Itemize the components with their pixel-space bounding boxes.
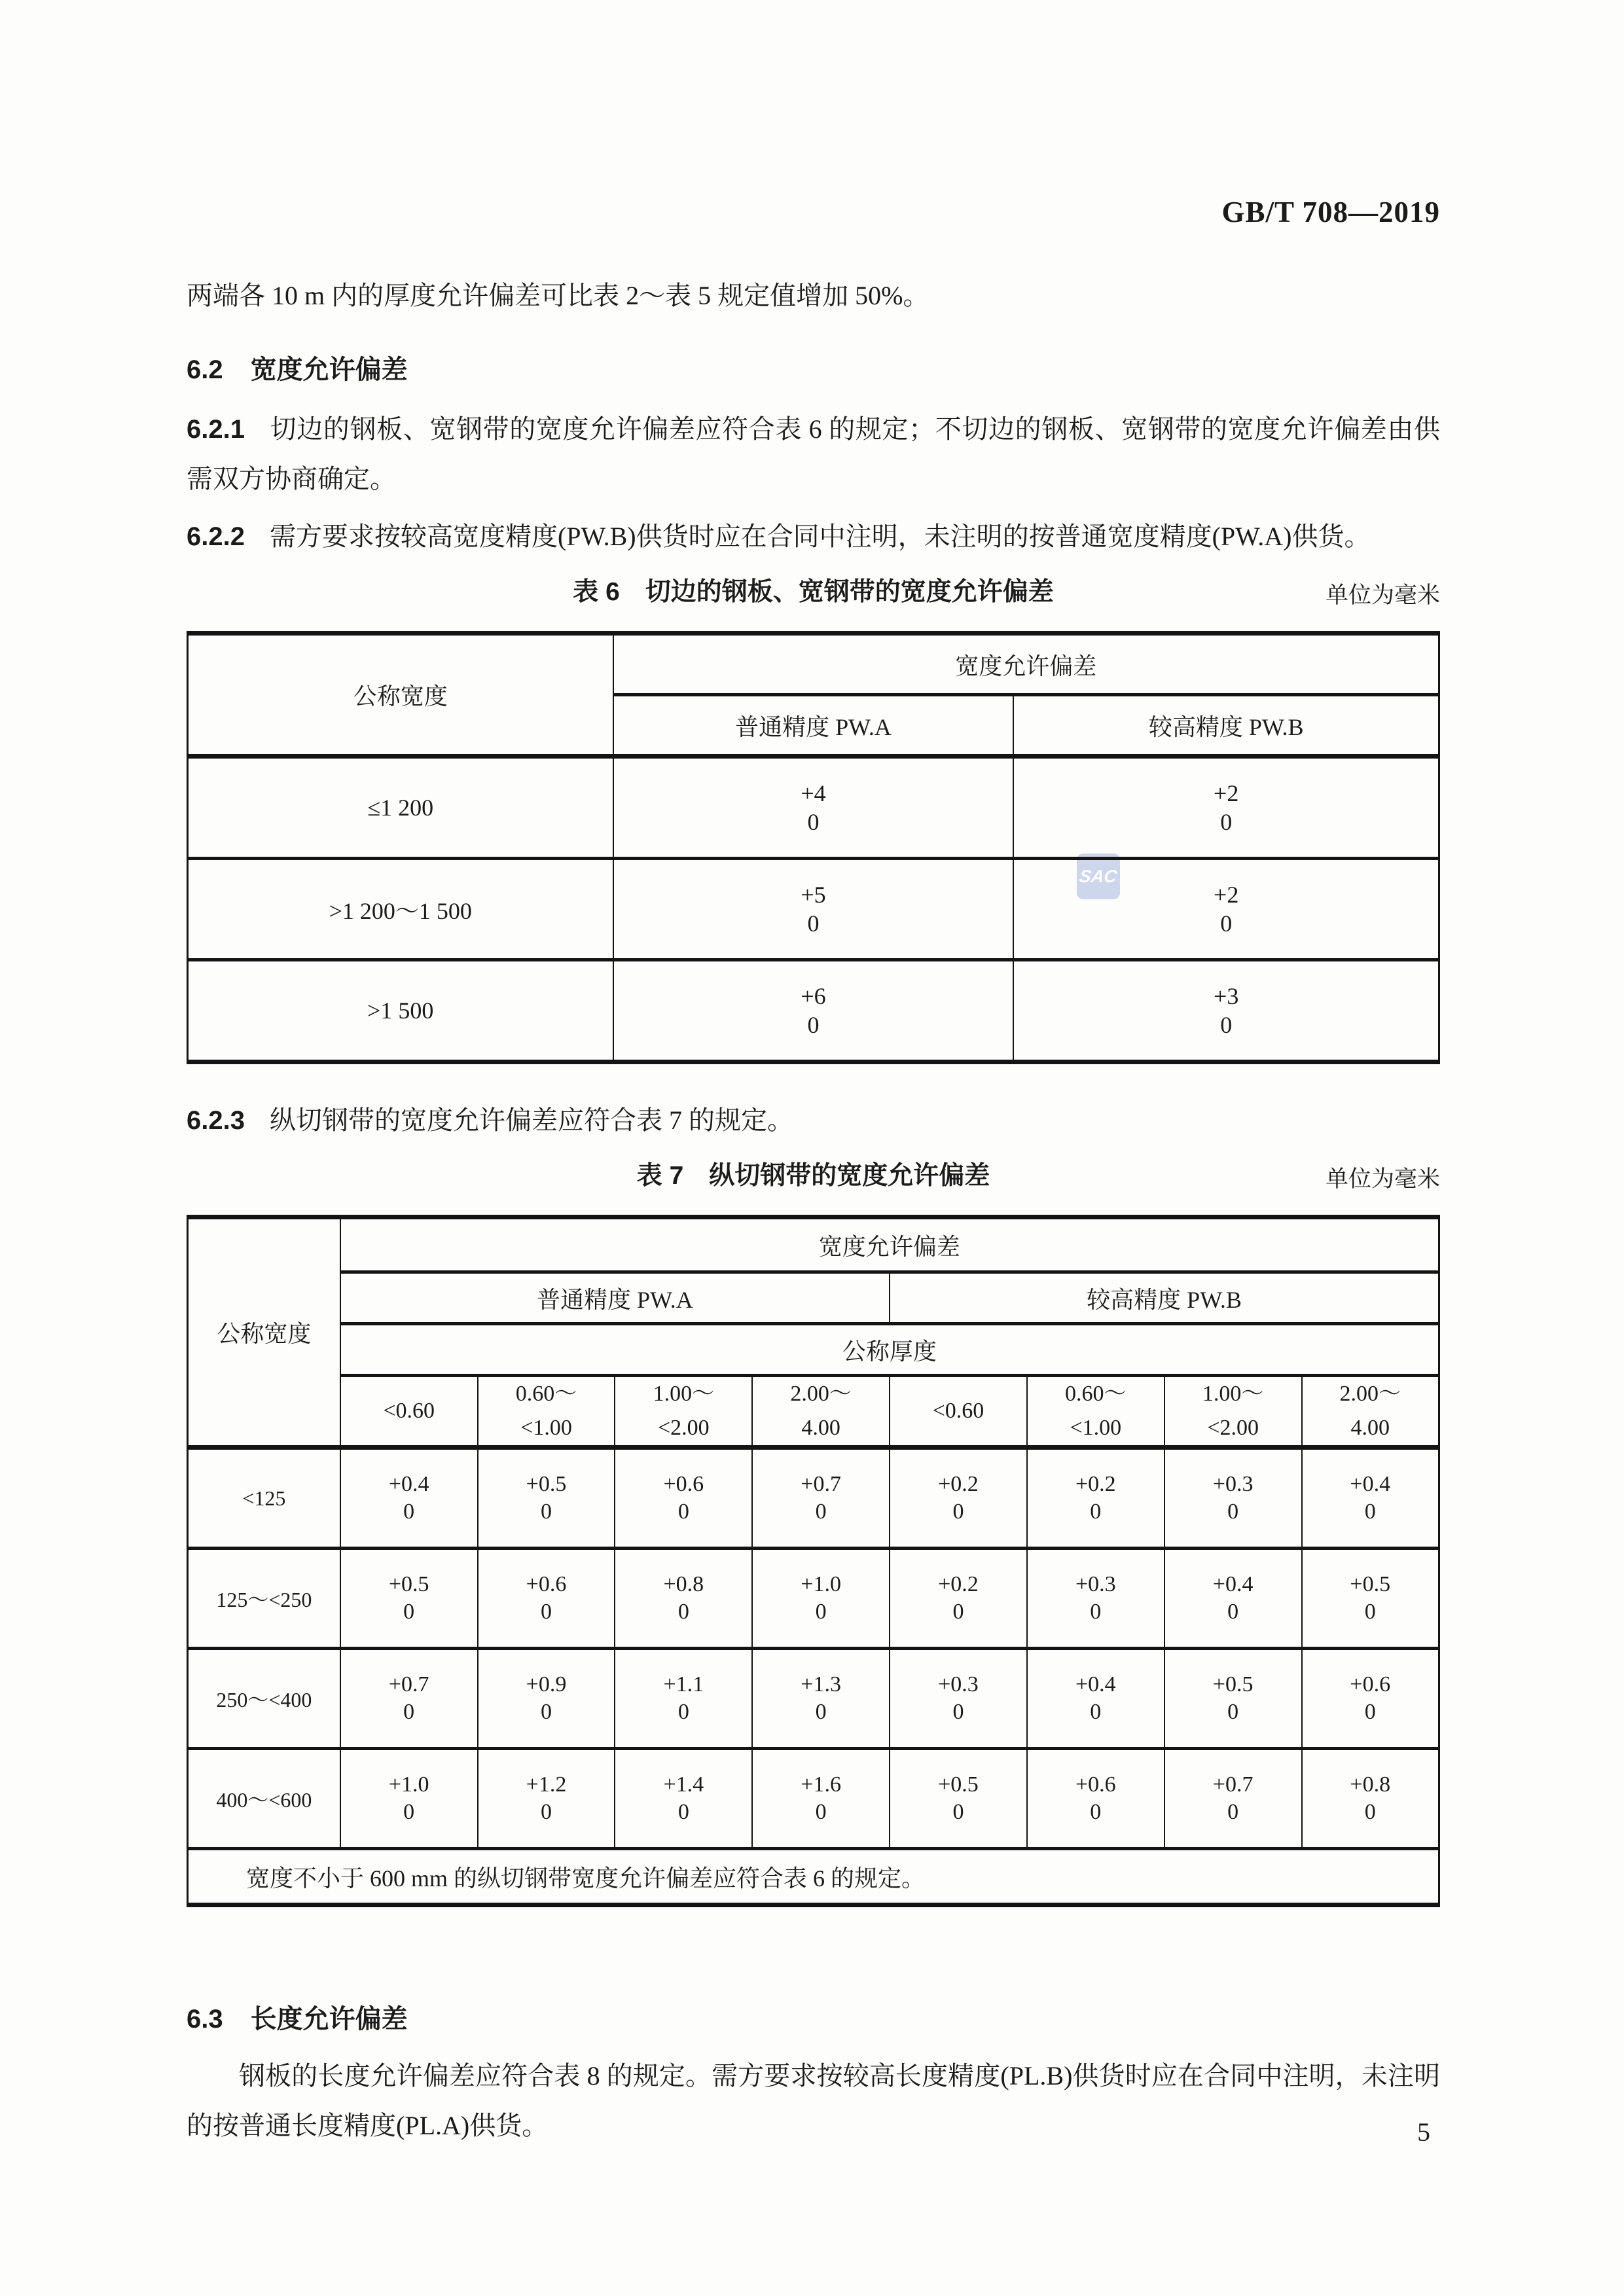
clause-number: 6.2.1 (187, 415, 245, 444)
tolerance-cell (890, 1649, 1027, 1749)
lower-deviation: 0 (1090, 1800, 1102, 1824)
thickness-range: 0.60～ (1065, 1382, 1127, 1406)
tolerance-cell (890, 1749, 1027, 1849)
upper-deviation: +1.0 (801, 1572, 841, 1596)
tolerance-cell (1302, 1549, 1439, 1649)
lower-deviation: 0 (540, 1800, 552, 1824)
section-title: 宽度允许偏差 (250, 355, 408, 384)
table7-footnote: 宽度不小于 600 mm 的纵切钢带宽度允许偏差应符合表 6 的规定。 (188, 1849, 1439, 1905)
lower-deviation: 0 (807, 910, 820, 937)
upper-deviation: +0.8 (663, 1572, 704, 1596)
lower-deviation: 0 (1090, 1499, 1102, 1524)
nominal-width-cell: >1 200～1 500 (188, 859, 613, 960)
upper-deviation: +0.4 (1350, 1472, 1391, 1496)
thickness-range: <0.60 (932, 1399, 984, 1423)
lower-deviation: 0 (952, 1600, 964, 1624)
lower-deviation: 0 (1090, 1700, 1102, 1724)
tolerance-cell (1027, 1448, 1164, 1549)
lower-deviation: 0 (403, 1499, 415, 1524)
lower-deviation: 0 (815, 1499, 827, 1524)
tolerance-cell (613, 859, 1014, 960)
lower-deviation: 0 (1227, 1600, 1239, 1624)
tolerance-cell (1302, 1649, 1439, 1749)
thickness-range: 4.00 (801, 1416, 840, 1440)
upper-deviation: +0.3 (938, 1672, 979, 1696)
upper-deviation: +1.6 (801, 1772, 841, 1797)
lower-deviation: 0 (815, 1600, 827, 1624)
upper-deviation: +0.5 (938, 1772, 979, 1797)
table6-header-row-1 (188, 634, 1439, 695)
lower-deviation: 0 (677, 1600, 689, 1624)
upper-deviation: +0.2 (938, 1572, 979, 1596)
table7 (187, 1215, 1440, 1907)
tolerance-cell (752, 1448, 890, 1549)
thickness-range: <1.00 (1070, 1416, 1122, 1440)
upper-deviation: +3 (1214, 983, 1239, 1009)
lower-deviation: 0 (1364, 1600, 1376, 1624)
table7-caption-row (187, 1156, 1440, 1196)
lower-deviation: 0 (1220, 1012, 1233, 1038)
thickness-col-header (890, 1376, 1027, 1448)
upper-deviation: +1.3 (801, 1672, 841, 1696)
clause-6-2-3 (187, 1096, 1440, 1145)
tolerance-cell (340, 1448, 478, 1549)
table7-header-row-3 (188, 1324, 1439, 1376)
table6-header-nominal-width: 公称宽度 (188, 634, 613, 757)
thickness-col-header (478, 1376, 615, 1448)
table6-row (188, 859, 1439, 960)
table6-row (188, 757, 1439, 859)
table7-header-nominal-width: 公称宽度 (188, 1217, 340, 1448)
upper-deviation: +4 (801, 780, 826, 806)
upper-deviation: +0.2 (1075, 1472, 1116, 1496)
tolerance-cell (1027, 1649, 1164, 1749)
tolerance-cell (1013, 960, 1439, 1062)
thickness-range: 1.00～ (653, 1382, 715, 1406)
thickness-col-header (1164, 1376, 1302, 1448)
upper-deviation: +1.4 (663, 1772, 704, 1797)
thickness-range: 1.00～ (1202, 1382, 1264, 1406)
lower-deviation: 0 (1364, 1499, 1376, 1524)
tolerance-cell (615, 1749, 752, 1849)
upper-deviation: +0.5 (1212, 1672, 1254, 1696)
upper-deviation: +0.6 (1075, 1772, 1116, 1797)
upper-deviation: +0.6 (1350, 1672, 1391, 1696)
tolerance-cell (1164, 1549, 1302, 1649)
table7-unit-note: 单位为毫米 (1325, 1166, 1440, 1192)
section-number: 6.3 (187, 2005, 223, 2034)
nominal-width-cell: <125 (188, 1448, 340, 1549)
table7-row (188, 1749, 1439, 1849)
upper-deviation: +0.5 (526, 1472, 567, 1496)
table7-header-row-2 (188, 1272, 1439, 1324)
upper-deviation: +0.7 (1212, 1772, 1254, 1797)
lower-deviation: 0 (677, 1700, 689, 1724)
section-number: 6.2 (187, 355, 223, 384)
table7-header-nominal-thickness: 公称厚度 (340, 1324, 1439, 1376)
thickness-range: 4.00 (1350, 1416, 1390, 1440)
document-page (187, 0, 1440, 2151)
tolerance-cell (340, 1749, 478, 1849)
nominal-width-cell: ≤1 200 (188, 757, 613, 859)
thickness-range: <0.60 (383, 1399, 435, 1423)
lower-deviation: 0 (815, 1700, 827, 1724)
table7-header-row-1 (188, 1217, 1439, 1272)
tolerance-cell (613, 757, 1014, 859)
lower-deviation: 0 (540, 1499, 552, 1524)
thickness-col-header (752, 1376, 890, 1448)
tolerance-cell (478, 1749, 615, 1849)
upper-deviation: +0.4 (1212, 1572, 1254, 1596)
lower-deviation: 0 (1364, 1800, 1376, 1824)
upper-deviation: +2 (1214, 780, 1239, 806)
nominal-width-cell: >1 500 (188, 960, 613, 1062)
upper-deviation: +6 (801, 983, 826, 1009)
lower-deviation: 0 (1220, 809, 1233, 835)
lower-deviation: 0 (1227, 1800, 1239, 1824)
upper-deviation: +1.0 (388, 1772, 429, 1797)
tolerance-cell (1302, 1749, 1439, 1849)
table7-row (188, 1549, 1439, 1649)
tolerance-cell (340, 1649, 478, 1749)
thickness-range: <1.00 (520, 1416, 572, 1440)
upper-deviation: +0.3 (1212, 1472, 1254, 1496)
lower-deviation: 0 (403, 1700, 415, 1724)
table7-header-pwb: 较高精度 PW.B (890, 1272, 1439, 1324)
upper-deviation: +0.5 (1350, 1572, 1391, 1596)
tolerance-cell (478, 1649, 615, 1749)
table6 (187, 631, 1440, 1064)
section-heading-6-2 (187, 343, 1440, 397)
thickness-range: <2.00 (657, 1416, 710, 1440)
tolerance-cell (615, 1549, 752, 1649)
table6-caption: 表 6 切边的钢板、宽钢带的宽度允许偏差 (573, 578, 1054, 606)
lower-deviation: 0 (677, 1800, 689, 1824)
upper-deviation: +0.8 (1350, 1772, 1391, 1797)
clause-text: 切边的钢板、宽钢带的宽度允许偏差应符合表 6 的规定；不切边的钢板、宽钢带的宽度允许偏差由供需双方协商确定。 (187, 414, 1440, 493)
tolerance-cell (1013, 859, 1439, 960)
tolerance-cell (1164, 1649, 1302, 1749)
tolerance-cell (752, 1549, 890, 1649)
table7-row (188, 1649, 1439, 1749)
thickness-col-header (615, 1376, 752, 1448)
upper-deviation: +0.4 (388, 1472, 429, 1496)
upper-deviation: +0.6 (526, 1572, 567, 1596)
lower-deviation: 0 (1364, 1700, 1376, 1724)
intro-paragraph: 两端各 10 m 内的厚度允许偏差可比表 2～表 5 规定值增加 50%。 (187, 281, 929, 310)
tolerance-cell (478, 1549, 615, 1649)
upper-deviation: +0.5 (388, 1572, 429, 1596)
tolerance-cell (890, 1549, 1027, 1649)
upper-deviation: +0.7 (388, 1672, 429, 1696)
thickness-col-header (340, 1376, 478, 1448)
upper-deviation: +0.7 (801, 1472, 841, 1496)
tolerance-cell (615, 1649, 752, 1749)
thickness-range: 2.00～ (1339, 1382, 1401, 1406)
tolerance-cell (1164, 1448, 1302, 1549)
table6-row (188, 960, 1439, 1062)
tolerance-cell (1027, 1549, 1164, 1649)
tolerance-cell (752, 1649, 890, 1749)
table7-header-pwa: 普通精度 PW.A (340, 1272, 890, 1324)
thickness-range: 0.60～ (515, 1382, 577, 1406)
lower-deviation: 0 (807, 1012, 820, 1038)
lower-deviation: 0 (1220, 910, 1233, 937)
table6-header-pwa: 普通精度 PW.A (613, 695, 1014, 757)
thickness-range: <2.00 (1207, 1416, 1259, 1440)
lower-deviation: 0 (952, 1499, 964, 1524)
upper-deviation: +0.9 (526, 1672, 567, 1696)
tolerance-cell (1164, 1749, 1302, 1849)
upper-deviation: +2 (1214, 882, 1239, 908)
lower-deviation: 0 (403, 1600, 415, 1624)
lower-deviation: 0 (540, 1600, 552, 1624)
section-heading-6-3 (187, 1992, 1440, 2046)
tolerance-cell (1302, 1448, 1439, 1549)
lower-deviation: 0 (677, 1499, 689, 1524)
lower-deviation: 0 (952, 1800, 964, 1824)
upper-deviation: +0.3 (1075, 1572, 1116, 1596)
tolerance-cell (1027, 1749, 1164, 1849)
page-number: 5 (1417, 2117, 1430, 2147)
tolerance-cell (615, 1448, 752, 1549)
clause-6-2-1 (187, 404, 1440, 504)
table6-caption-row (187, 572, 1440, 613)
nominal-width-cell: 250～<400 (188, 1649, 340, 1749)
tolerance-cell (340, 1549, 478, 1649)
thickness-col-header (1027, 1376, 1164, 1448)
sac-watermark-text: SAC (1078, 866, 1119, 886)
clause-number: 6.2.3 (187, 1106, 245, 1135)
tolerance-cell (1013, 757, 1439, 859)
upper-deviation: +1.2 (526, 1772, 567, 1797)
lower-deviation: 0 (1090, 1600, 1102, 1624)
upper-deviation: +0.6 (663, 1472, 704, 1496)
lower-deviation: 0 (952, 1700, 964, 1724)
table7-footnote-row (188, 1849, 1439, 1905)
table7-header-row-4 (188, 1376, 1439, 1448)
clause-text: 需方要求按较高宽度精度(PW.B)供货时应在合同中注明，未注明的按普通宽度精度(PW.A)供货。 (269, 522, 1371, 551)
nominal-width-cell: 125～<250 (188, 1549, 340, 1649)
tolerance-cell (752, 1749, 890, 1849)
table7-caption: 表 7 纵切钢带的宽度允许偏差 (636, 1162, 990, 1190)
lower-deviation: 0 (1227, 1700, 1239, 1724)
upper-deviation: +0.2 (938, 1472, 979, 1496)
table6-unit-note: 单位为毫米 (1325, 583, 1440, 608)
lower-deviation: 0 (403, 1800, 415, 1824)
table7-row (188, 1448, 1439, 1549)
upper-deviation: +5 (801, 882, 826, 908)
nominal-width-cell: 400～<600 (188, 1749, 340, 1849)
lower-deviation: 0 (540, 1700, 552, 1724)
thickness-range: 2.00～ (790, 1382, 852, 1406)
standard-code-header: GB/T 708—2019 (1221, 196, 1440, 228)
lower-deviation: 0 (807, 809, 820, 835)
tolerance-cell (613, 960, 1014, 1062)
table7-header-width-tolerance: 宽度允许偏差 (340, 1217, 1439, 1272)
section-title: 长度允许偏差 (250, 2005, 408, 2034)
table6-header-pwb: 较高精度 PW.B (1013, 695, 1439, 757)
closing-paragraph: 钢板的长度允许偏差应符合表 8 的规定。需方要求按较高长度精度(PL.B)供货时应在合同中注明，未注明的按普通长度精度(PL.A)供货。 (187, 2061, 1440, 2140)
clause-6-2-2 (187, 512, 1440, 562)
lower-deviation: 0 (815, 1800, 827, 1824)
tolerance-cell (478, 1448, 615, 1549)
clause-text: 纵切钢带的宽度允许偏差应符合表 7 的规定。 (269, 1105, 793, 1135)
table6-header-width-tolerance: 宽度允许偏差 (613, 634, 1439, 695)
tolerance-cell (890, 1448, 1027, 1549)
upper-deviation: +0.4 (1075, 1672, 1116, 1696)
clause-number: 6.2.2 (187, 522, 245, 551)
upper-deviation: +1.1 (663, 1672, 704, 1696)
thickness-col-header (1302, 1376, 1439, 1448)
lower-deviation: 0 (1227, 1499, 1239, 1524)
